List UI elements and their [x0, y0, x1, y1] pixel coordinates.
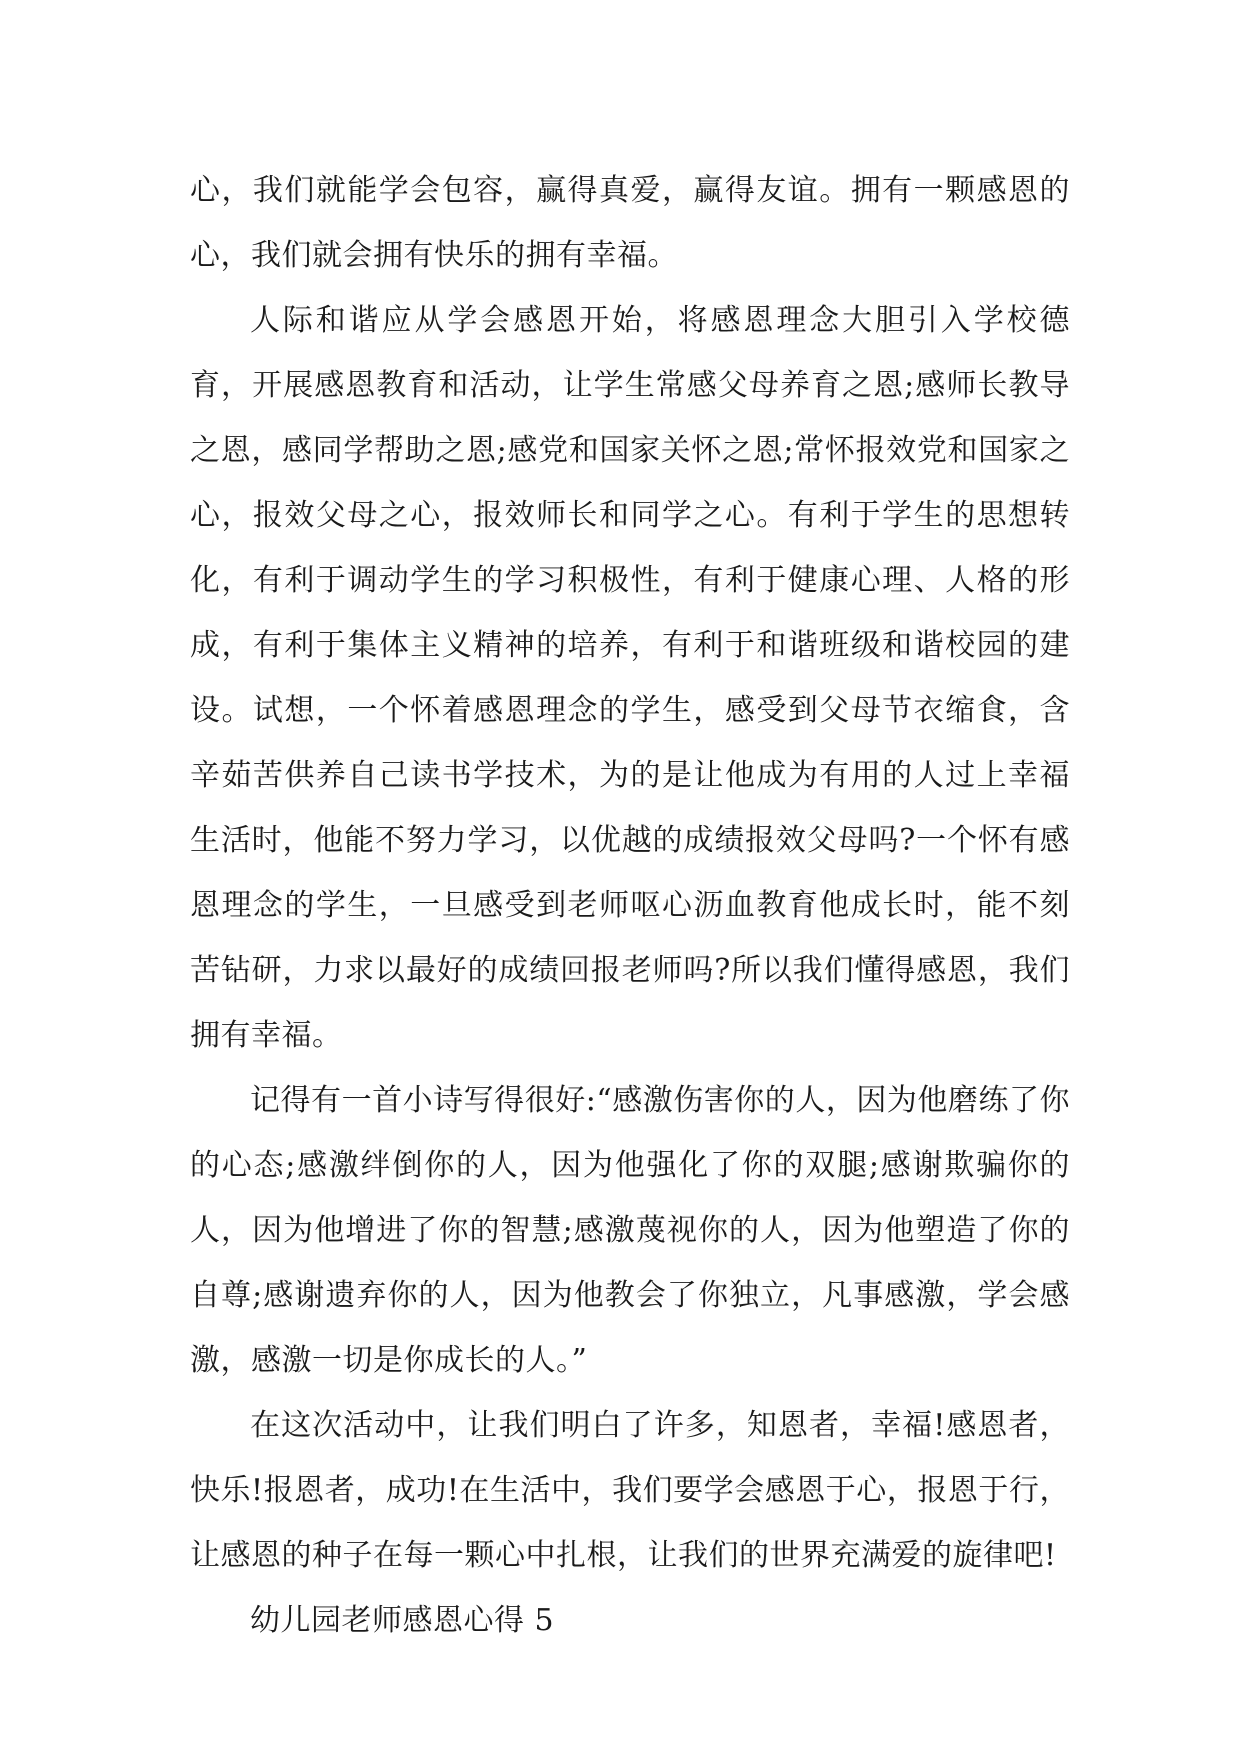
paragraph-conclusion: 在这次活动中，让我们明白了许多，知恩者，幸福!感恩者，快乐!报恩者，成功!在生活中，我们要学会感恩于心，报恩于行，让感恩的种子在每一颗心中扎根，让我们的世界充满爱的旋律吧! — [190, 1408, 1070, 1573]
section-heading: 幼儿园老师感恩心得 5 — [250, 1603, 555, 1638]
paragraph-interpersonal-harmony: 人际和谐应从学会感恩开始，将感恩理念大胆引入学校德育，开展感恩教育和活动，让学生常感父母养育之恩;感师长教导之恩，感同学帮助之恩;感党和国家关怀之恩;常怀报效党和国家之心，报效父母之心，报效师长和同学之心。有利于学生的思想转化，有利于调动学生的学习积极性，有利于健康心理、人格的形成，有利于集体主义精神的培养，有利于和谐班级和谐校园的建设。试想，一个怀着感恩理念的学生，感受到父母节衣缩食，含辛茹苦供养自己读书学技术，为的是让他成为有用的人过上幸福生活时，他能不努力学习，以优越的成绩报效父母吗?一个怀有感恩理念的学生，一旦感受到老师呕心沥血教育他成长时，能不刻苦钻研，力求以最好的成绩回报老师吗?所以我们懂得感恩，我们拥有幸福。 — [190, 303, 1070, 1053]
paragraph-poem-quote: 记得有一首小诗写得很好:“感激伤害你的人，因为他磨练了你的心态;感激绊倒你的人，因为他强化了你的双腿;感谢欺骗你的人，因为他增进了你的智慧;感激蔑视你的人，因为他塑造了你的自尊;感谢遗弃你的人，因为他教会了你独立，凡事感激，学会感激，感激一切是你成长的人。” — [190, 1083, 1070, 1378]
paragraph-continued: 心，我们就能学会包容，赢得真爱，赢得友谊。拥有一颗感恩的心，我们就会拥有快乐的拥有幸福。 — [190, 173, 1070, 273]
document-body — [190, 158, 1070, 1653]
